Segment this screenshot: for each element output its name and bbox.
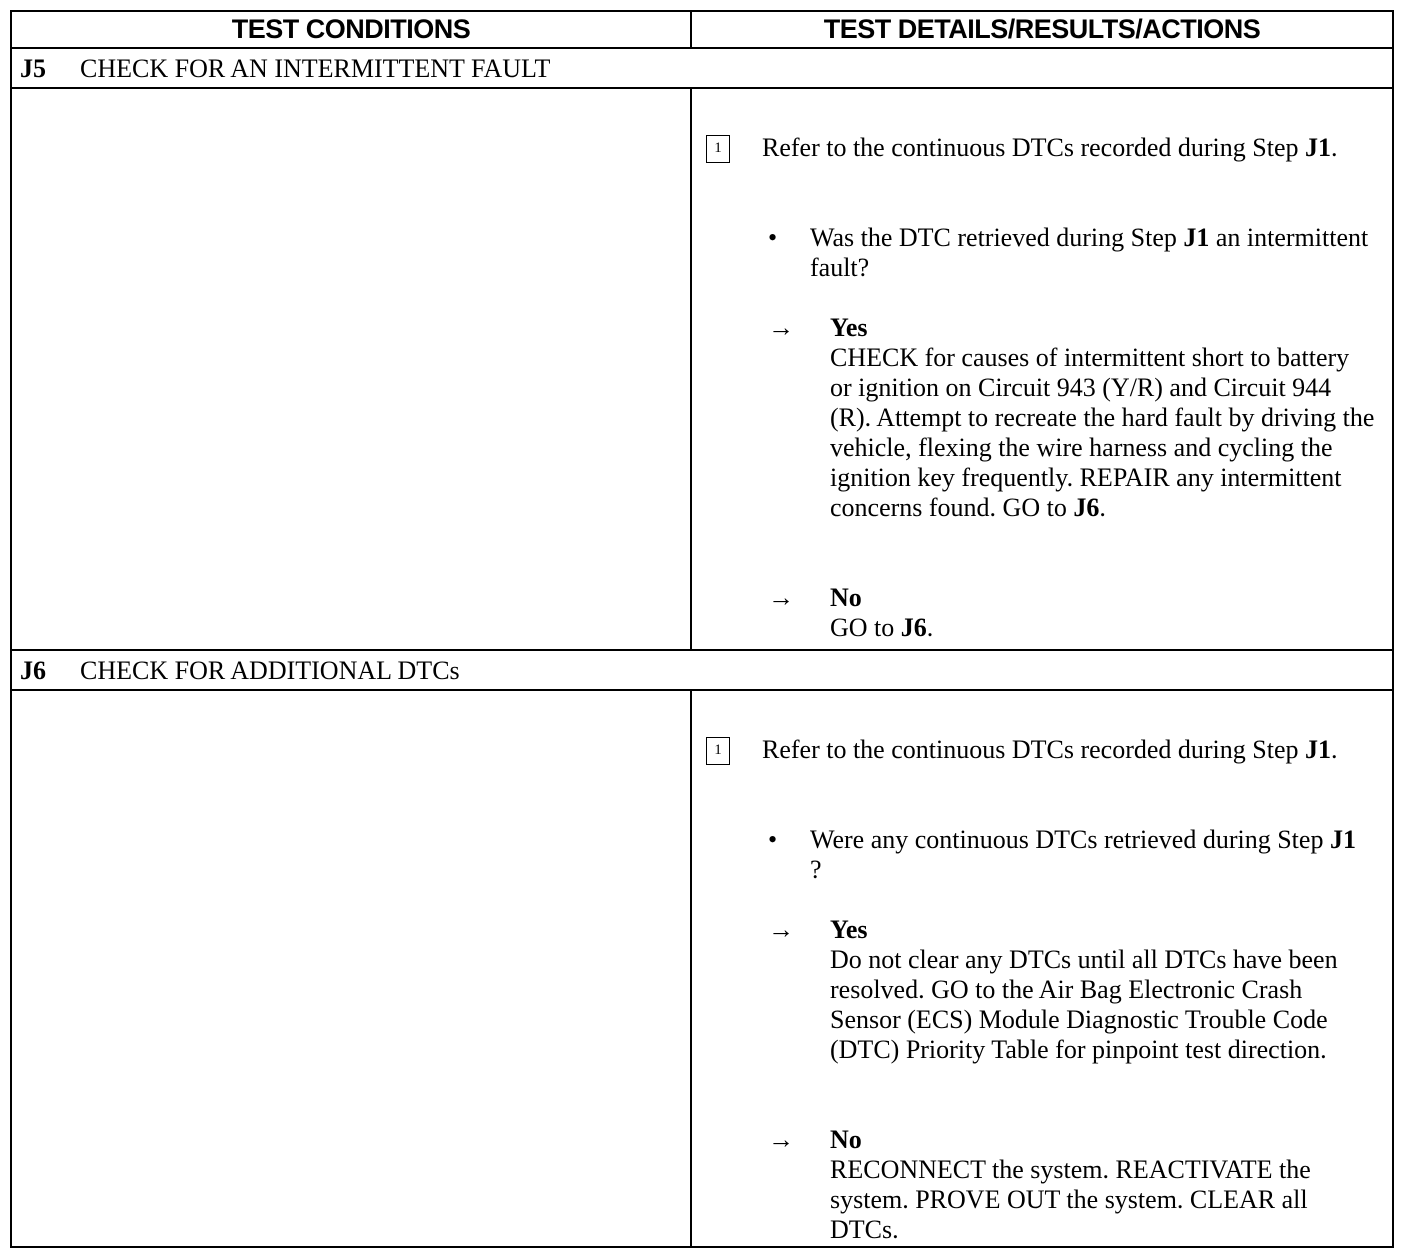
- bullet-icon: •: [768, 825, 778, 854]
- no-label: No: [830, 1125, 862, 1154]
- test-details-cell: [692, 89, 1392, 649]
- header-test-details: TEST DETAILS/RESULTS/ACTIONS: [823, 14, 1261, 44]
- step-title: CHECK FOR AN INTERMITTENT FAULT: [80, 54, 551, 83]
- arrow-icon: →: [768, 1125, 794, 1154]
- yes-label: Yes: [830, 313, 868, 342]
- step-box: 1: [706, 737, 730, 765]
- no-label: No: [830, 583, 862, 612]
- no-answer: No GO to J6.: [830, 583, 1375, 643]
- yes-label: Yes: [830, 915, 868, 944]
- step-box: 1: [706, 135, 730, 163]
- step-j6-title-row: [12, 651, 1392, 691]
- arrow-icon: →: [768, 313, 794, 342]
- refer-text: Refer to the continuous DTCs recorded during Step J1.: [762, 735, 1338, 764]
- yes-answer: Yes CHECK for causes of intermittent short to battery or ignition on Circuit 943 (Y/R) and Circuit 944 (R). Attempt to recreate the hard fault by driving the vehicle, flexing the wire harness and cycling the ignition key frequently. REPAIR any intermittent concerns found. GO to J6.: [830, 313, 1375, 522]
- no-answer: No RECONNECT the system. REACTIVATE the system. PROVE OUT the system. CLEAR all DTCs.: [830, 1125, 1375, 1245]
- step-number: J5: [20, 54, 46, 83]
- table-header: [12, 12, 1392, 49]
- question-text: Was the DTC retrieved during Step J1 an intermittent fault?: [810, 223, 1369, 282]
- arrow-icon: →: [768, 583, 794, 612]
- step-number: J6: [20, 656, 46, 685]
- step-j5-body: [12, 89, 1392, 651]
- header-test-conditions: TEST CONDITIONS: [12, 12, 692, 47]
- yes-answer: Yes Do not clear any DTCs until all DTCs have been resolved. GO to the Air Bag Electronic Crash Sensor (ECS) Module Diagnostic Trouble Code (DTC) Priority Table for pinpoint test direction.: [830, 915, 1375, 1065]
- diagnostic-table: [10, 10, 1394, 1248]
- step-title: CHECK FOR ADDITIONAL DTCs: [80, 656, 460, 685]
- step-j6-body: [12, 691, 1392, 1248]
- refer-text: Refer to the continuous DTCs recorded during Step J1.: [762, 133, 1338, 162]
- arrow-icon: →: [768, 915, 794, 944]
- step-j5-title-row: [12, 49, 1392, 89]
- test-conditions-cell: [12, 691, 692, 1248]
- test-details-cell: [692, 691, 1392, 1248]
- bullet-icon: •: [768, 223, 778, 252]
- question-text: Were any continuous DTCs retrieved during Step J1 ?: [810, 825, 1356, 884]
- test-conditions-cell: [12, 89, 692, 649]
